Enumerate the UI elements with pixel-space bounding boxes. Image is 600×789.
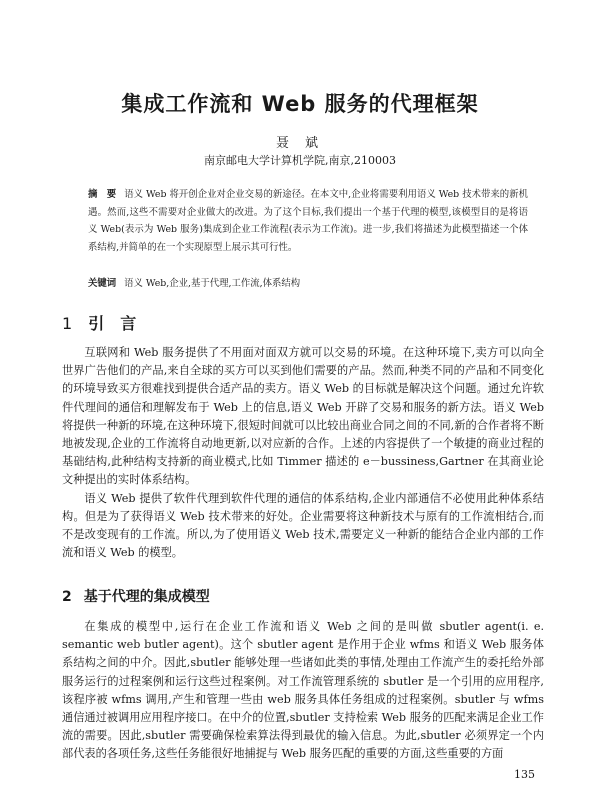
author-name: 聂 斌 [275, 136, 325, 151]
keywords [88, 275, 528, 289]
section-1-number: 1 [62, 314, 73, 333]
section-1-body [62, 344, 544, 562]
section-1-heading [62, 311, 136, 334]
author-affiliation: 南京邮电大学计算机学院,南京,210003 [204, 154, 396, 167]
section-2-heading [62, 586, 210, 606]
section-2-body [62, 618, 544, 764]
abstract-label: 摘 要 [88, 189, 117, 200]
keywords-label: 关键词 [88, 278, 117, 289]
paper-title: 集成工作流和 Web 服务的代理框架 [121, 92, 479, 116]
paragraph: 在集成的模型中,运行在企业工作流和语义 Web 之间的是叫做 sbutler agent(i. e. semantic web butler agent)。这个 sbutler agent 是作用于企业 wfms 和语义 Web 服务体系结构之间的中介。因此,sbutler 能够处理一些诸如此类的事情,处理由工作流产生的委托给外部服务运行的过程案例和运行这些过程案例。对工作流管理系统的 sbutler 是一个引用的应用程序,该程序被 wfms 调用,产生和管理一些由 web 服务具体任务组成的过程案例。sbutler 与 wfms 通信通过被调用应用程序接口。在中介的位置,sbutler 支持检索 Web 服务的匹配来满足企业工作流的需要。因此,sbutler 需要确保检索算法得到最优的输入信息。为此,sbutler 必须界定一个内部代表的各项任务,这些任务能很好地捕捉与 Web 服务匹配的重要的方面,这些重要的方面 [62, 620, 544, 761]
page-number: 135 [514, 768, 535, 781]
abstract-text: 语义 Web 将开创企业对企业交易的新途径。在本文中,企业将需要利用语义 Web 技术带来的新机遇。然而,这些不需要对企业做大的改进。为了这个目标,我们提出一个基于代理的模型,该模型目的是将语义 Web(表示为 Web 服务)集成到企业工作流程(表示为工作流)。进一步,我们将描述为此模型描述一个体系结构,并简单的在一个实现原型上展示其可行性。 [88, 189, 528, 253]
keywords-text: 语义 Web,企业,基于代理,工作流,体系结构 [124, 278, 301, 289]
paragraph: 语义 Web 提供了软件代理到软件代理的通信的体系结构,企业内部通信不必使用此种体系结构。但是为了获得语义 Web 技术带来的好处。企业需要将这种新技术与原有的工作流相结合,而不是改变现有的工作流。所以,为了使用语义 Web 技术,需要定义一种新的能结合企业内部的工作流和语义 Web 的模型。 [62, 491, 544, 560]
paragraph: 互联网和 Web 服务提供了不用面对面双方就可以交易的环境。在这种环境下,卖方可以向全世界广告他们的产品,来自全球的买方可以买到他们需要的产品。然而,种类不同的产品和不同变化的环境导致买方很难找到提供合适产品的卖方。语义 Web 的目标就是解决这个问题。通过允许软件代理间的通信和理解发布于 Web 上的信息,语义 Web 开辟了交易和服务的新方法。语义 Web 将提供一种新的环境,在这种环境下,很短时间就可以比较出商业合同之间的不同,新的合作者将不断地被发现,企业的工作流将自动地更新,以对应新的合作。上述的内容提供了一个敏捷的商业过程的基础结构,此种结构支持新的商业模式,比如 Timmer 描述的 e－bussiness,Gartner 在其商业论文种提出的实时体系结构。 [62, 346, 544, 487]
section-2-number: 2 [62, 589, 72, 605]
section-1-title: 引 言 [88, 314, 137, 333]
section-2-title: 基于代理的集成模型 [83, 589, 210, 605]
abstract [88, 186, 528, 256]
